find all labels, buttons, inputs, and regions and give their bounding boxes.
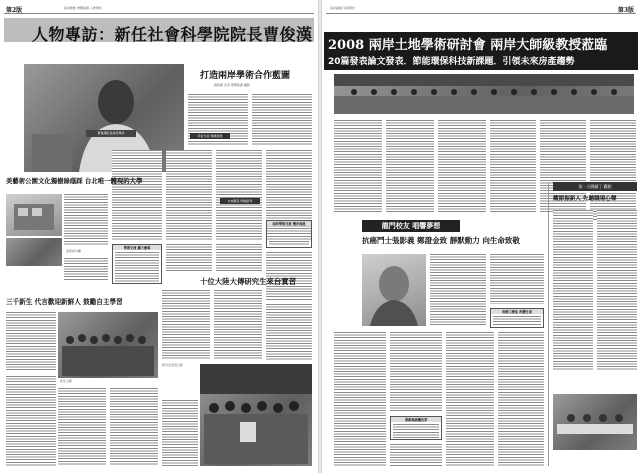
- youth-story-body-4: [110, 388, 158, 466]
- youth-story-body-1: [6, 312, 56, 372]
- art-building-illustration: [6, 194, 62, 236]
- sidebar-panel-illustration: [553, 394, 637, 450]
- grad-story-body-3: [266, 304, 312, 360]
- feature-box-1-title: 兩岸學術交流 穩步推進: [267, 221, 311, 226]
- health-box-1: [490, 308, 544, 328]
- youth-story-body-2: [6, 376, 56, 466]
- health-portrait-photo: [362, 254, 426, 326]
- health-body-col-4: [390, 332, 442, 412]
- left-page: [0, 0, 318, 473]
- feature-box-1-text: [269, 228, 309, 246]
- feature-body-col-2: [252, 94, 312, 146]
- health-body-col-1: [430, 254, 486, 326]
- health-body-col-3: [334, 332, 386, 466]
- feature-subhead-1: 學術交流 穩健發展: [190, 133, 230, 139]
- sidebar-headline: 耀節振新人 先聽職場心聲: [553, 196, 617, 202]
- feature-box-2: [112, 244, 162, 284]
- art-story-photo: [6, 194, 62, 236]
- portrait-caption-badge: [86, 130, 136, 137]
- feature-box-2-text: [115, 252, 159, 282]
- section-title-bar: [4, 18, 314, 42]
- youth-story-headline: 三千新生 代言歡迎新鮮人 鼓勵自主學習: [6, 298, 123, 306]
- health-story-tag: 龍門校友 唱響夢想: [362, 220, 460, 232]
- portrait-caption: 曹俊漢院長接受專訪: [97, 131, 125, 135]
- art-story-photo-2: [6, 238, 62, 266]
- youth-story-body-5: [162, 400, 198, 466]
- grad-story-photo: [200, 364, 312, 466]
- feature-box-2-title: 學術交流 擴大參與: [113, 245, 161, 250]
- banner-title: 2008 兩岸土地學術研討會 兩岸大師級教授蒞臨: [328, 38, 608, 53]
- grad-story-caption: 研究生實習合影: [162, 363, 184, 367]
- conference-photo: [334, 74, 634, 114]
- right-page: [322, 0, 640, 473]
- feature-headline: 打造兩岸學術合作藍圖: [200, 71, 291, 81]
- feature-subhead-2: 未來願景 開創新局: [220, 198, 260, 204]
- sidebar-box: [548, 182, 638, 466]
- health-story-headline: 抗癌鬥士張影義 鄭證金致 靜默動力 向生命致敬: [362, 236, 520, 245]
- health-box-1-title: 治療三療法 改變生命: [491, 309, 543, 314]
- conf-body-col-3: [438, 120, 486, 212]
- health-box-2: [390, 416, 442, 440]
- feature-body-col-8: [166, 244, 212, 272]
- youth-story-body-3: [58, 388, 106, 466]
- conf-body-col-4: [490, 120, 536, 212]
- sidebar-body-1: [553, 210, 593, 370]
- art-story-headline: 美藝術公園文化獨樹綠蔭踩 台北唯一體現的大學: [6, 177, 143, 185]
- feature-body-col-3: [112, 150, 162, 240]
- art-story-body-1: [64, 194, 108, 246]
- feature-body-col-5: [216, 150, 262, 240]
- health-box-1-text: [493, 316, 541, 326]
- right-running-head: 兩岸論壇 學術研討: [330, 6, 355, 10]
- left-running-head: 兩岸動態 專題報導 人物專訪: [64, 6, 102, 10]
- health-body-col-6: [498, 332, 544, 466]
- sidebar-body-2: [597, 210, 637, 370]
- youth-group-illustration: [58, 312, 158, 378]
- section-title: 人物專訪：新任社會科學院院長曹俊漢: [32, 25, 313, 44]
- grad-story-body-1: [162, 290, 210, 360]
- health-body-col-2: [490, 254, 544, 304]
- health-box-2-text: [393, 424, 439, 438]
- health-body-col-7: [390, 444, 442, 466]
- sidebar-photo: [553, 394, 637, 450]
- health-body-col-5: [446, 332, 494, 466]
- health-portrait-figure: [362, 254, 426, 326]
- youth-story-photo: [58, 312, 158, 378]
- grad-story-headline: 十位大陸大傳研究生來台實習: [200, 277, 297, 286]
- conf-body-col-1: [334, 120, 382, 212]
- conference-banner: [324, 32, 638, 70]
- right-page-number: 第3版: [617, 7, 634, 14]
- conference-group-illustration: [334, 74, 634, 114]
- art-story-caption: 美術館外觀: [66, 249, 82, 253]
- feature-body-col-4: [166, 150, 212, 240]
- feature-box-1: [266, 220, 312, 248]
- feature-byline: 國新網 記者 專題報導 攝影: [214, 83, 250, 87]
- conf-body-col-2: [386, 120, 434, 212]
- left-header-bar: [4, 4, 314, 14]
- feature-body-col-9: [216, 244, 262, 272]
- banner-subtitle: 20篇發表論文發表．節能環保科技新課題．引領未來房產趨勢: [328, 57, 575, 67]
- left-page-number: 第2版: [6, 7, 23, 14]
- art-story-body-2: [64, 258, 108, 280]
- right-header-bar: [326, 4, 636, 14]
- grad-group-illustration: [200, 364, 312, 466]
- youth-story-caption: 新生合影: [60, 379, 73, 383]
- sidebar-header: 第一天戲劇了 觀點: [553, 182, 637, 191]
- grad-story-body-2: [214, 290, 262, 360]
- health-box-2-title: 勇敢與病魔抗爭: [391, 417, 441, 422]
